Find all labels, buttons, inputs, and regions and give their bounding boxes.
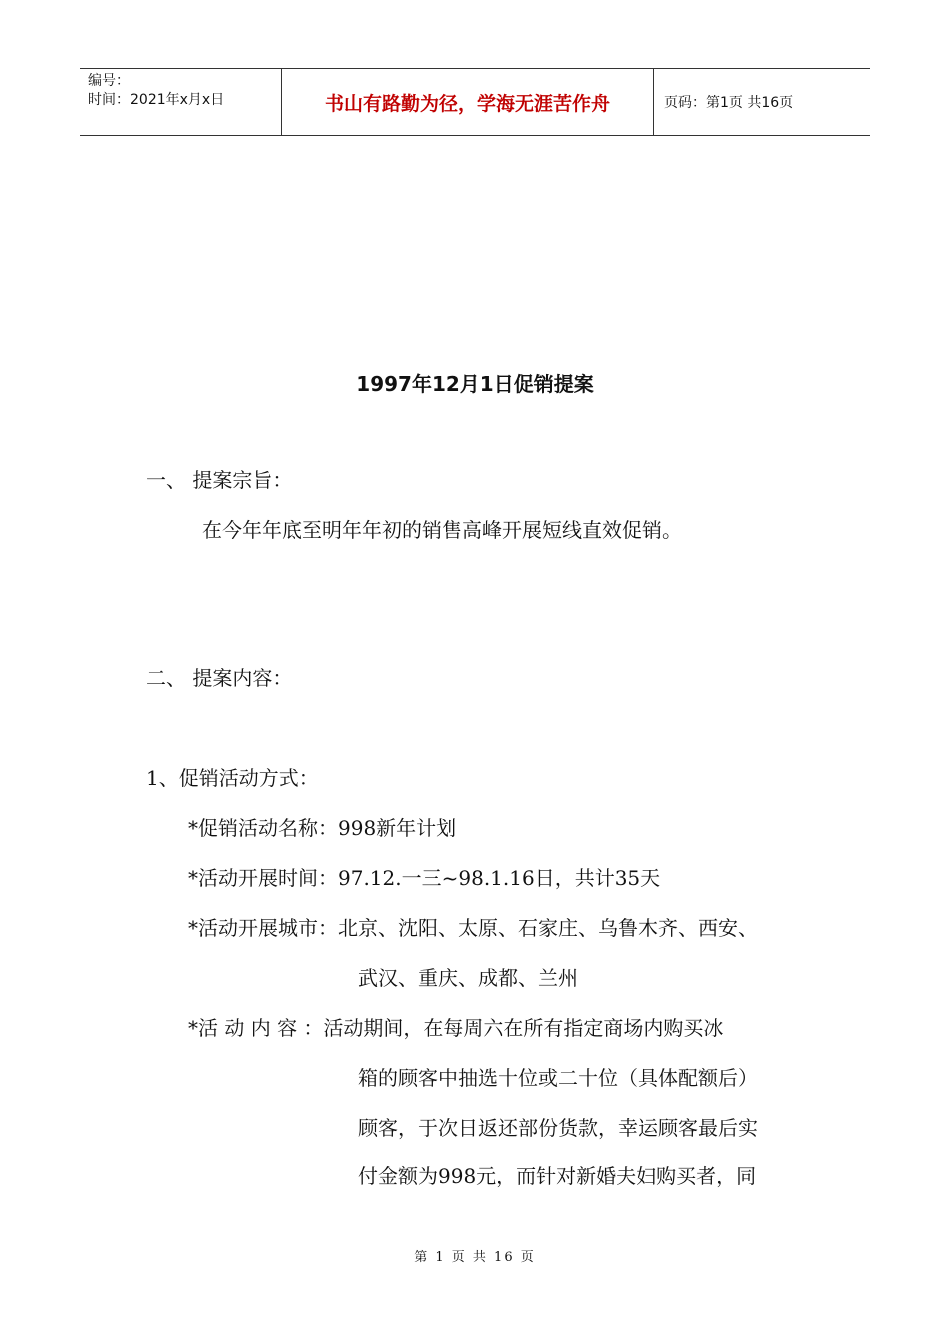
activity-content-continued-1: 箱的顾客中抽选十位或二十位（具体配额后） [358, 1066, 758, 1090]
activity-cities-continued: 武汉、重庆、成都、兰州 [358, 966, 578, 990]
section-2-heading: 二、 提案内容： [146, 666, 293, 690]
header-motto: 书山有路勤为径，学海无涯苦作舟 [281, 69, 654, 135]
activity-content-continued-3: 付金额为998元，而针对新婚夫妇购买者，同 [358, 1164, 757, 1188]
document-header [80, 68, 870, 136]
activity-content-line: *活 动 内 容 ：活动期间，在每周六在所有指定商场内购买冰 [188, 1016, 724, 1040]
subsection-1-heading: 1、促销活动方式： [146, 766, 319, 790]
header-meta [80, 69, 281, 135]
section-1-body: 在今年年底至明年年初的销售高峰开展短线直效促销。 [202, 518, 682, 542]
section-1-heading: 一、 提案宗旨： [146, 468, 293, 492]
document-date-label: 时间：2021年x月x日 [88, 92, 225, 108]
header-page-info: 页码：第1页 共16页 [664, 95, 794, 111]
activity-time-line: *活动开展时间：97.12.一三~98.1.16日，共计35天 [188, 866, 661, 890]
activity-content-continued-2: 顾客，于次日返还部份货款，幸运顾客最后实 [358, 1116, 758, 1140]
page-footer: 第 1 页 共 16 页 [414, 1250, 536, 1265]
page-title: 1997年12月1日促销提案 [356, 372, 594, 396]
document-number-label: 编号： [88, 73, 130, 89]
activity-name-line: *促销活动名称：998新年计划 [188, 816, 457, 840]
activity-cities-line: *活动开展城市：北京、沈阳、太原、石家庄、乌鲁木齐、西安、 [188, 916, 758, 940]
